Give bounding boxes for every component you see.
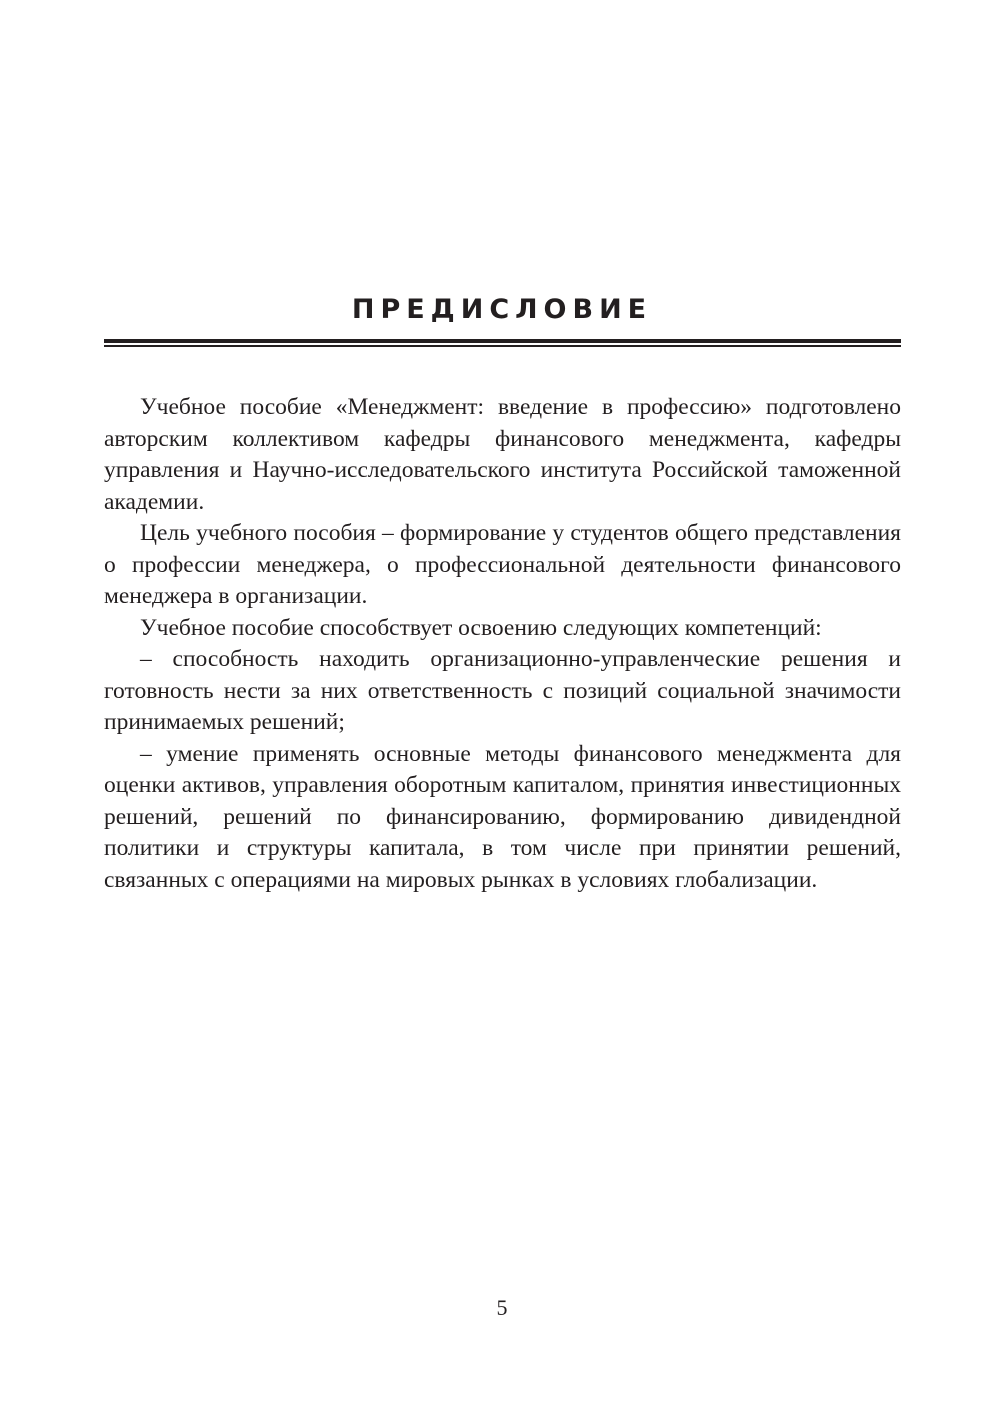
heading-rule-thin <box>104 345 901 347</box>
competency-item-2: – умение применять основные методы финансового менеджмента для оценки активов, управления оборотным капиталом, принятия инвестиционных решений, решений по финансированию, формированию дивидендной политики и структуры капитала, в том числе при принятии решений, связанных с операциями на мировых рынках в условиях глобализации. <box>104 740 901 893</box>
paragraph-goal: Цель учебного пособия – формирование у студентов общего представления о профессии менеджера, о профессиональной деятельности финансового менеджера в организации. <box>104 520 901 609</box>
page-title: ПРЕДИСЛОВИЕ <box>351 294 653 325</box>
paragraph-competencies: Учебное пособие способствует освоению следующих компетенций: <box>140 614 822 641</box>
heading-rule-thick <box>104 339 901 343</box>
paragraph-intro: Учебное пособие «Менеджмент: введение в профессию» подготовлено авторским коллективом кафедры финансового менеджмента, кафедры управления и Научно-исследовательского института Российской таможенной академии. <box>104 394 901 515</box>
page-number: 5 <box>496 1295 508 1320</box>
body-text <box>104 392 901 896</box>
competency-item-1: – способность находить организационно-управленческие решения и готовность нести за них ответственность с позиций социальной значимости принимаемых решений; <box>104 646 901 735</box>
